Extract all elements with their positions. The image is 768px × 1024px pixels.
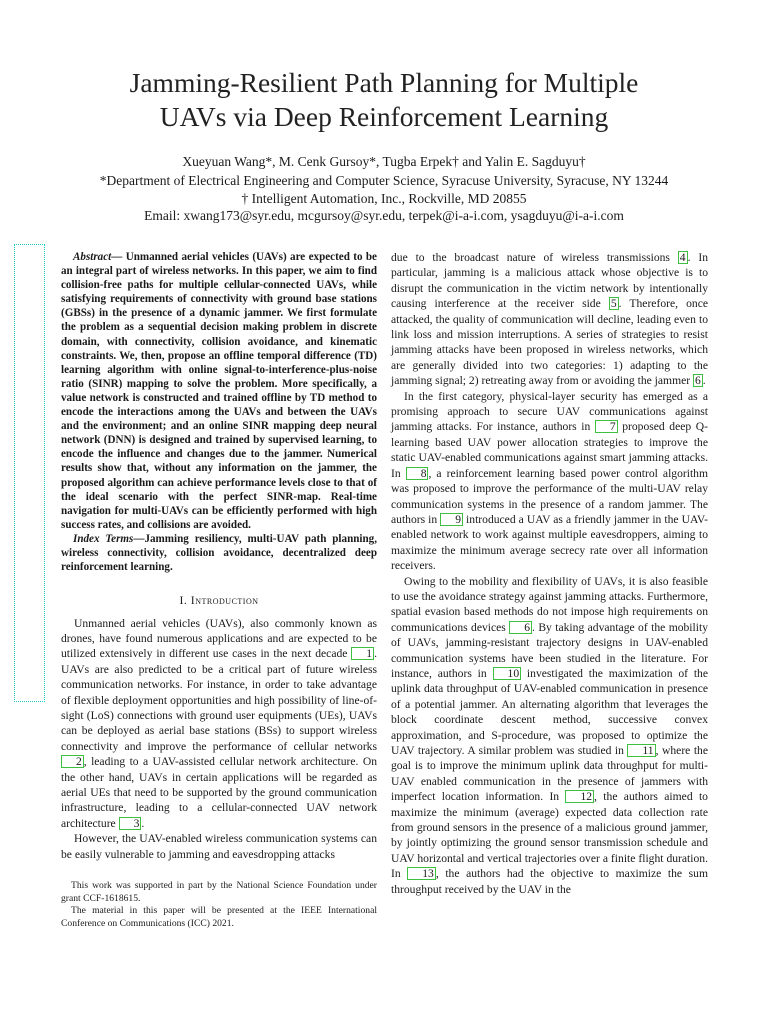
citation-link[interactable]: 6 xyxy=(695,374,701,388)
section-heading-introduction: I. Introduction xyxy=(179,593,259,608)
citation-link[interactable]: 9 xyxy=(440,513,463,526)
citation-link[interactable]: 4 xyxy=(679,251,686,264)
index-terms-text: —Jamming resiliency, multi-UAV path planning, wireless connectivity, collision avoidance, decentralized deep reinforcement learning. xyxy=(61,532,377,574)
affiliation-iai: † Intelligent Automation, Inc., Rockville, MD 20855 xyxy=(241,191,527,206)
arxiv-stamp-box xyxy=(14,244,45,702)
citation-link[interactable]: 5 xyxy=(610,297,617,311)
intro-paragraph: Unmanned aerial vehicles (UAVs), also commonly known as drones, have found numerous applications and are expected to be utilized extensively in different use cases in the next decade 1 . UAVs are also predicted to be a critical part of future wireless communication networks. For instance, in order to take advantage of flexible deployment opportunities and high possibility of line-of-sight (LoS) connections with ground user equipments (UEs), UAVs can be deployed as aerial base stations (BSs) to support wireless connectivity and improve the performance of cellular networks 2 , leading to a UAV-assisted cellular network architecture. On the other hand, UAVs in certain applications will be regarded as aerial UEs that need to be supported by the ground communication infrastructure, leading to a cellular-connected UAV network architecture 3 . xyxy=(61,616,377,830)
citation-link[interactable]: 10 xyxy=(493,667,522,680)
abstract-lead: Abstract— xyxy=(73,251,123,263)
author-list: Xueyuan Wang*, M. Cenk Gursoy*, Tugba Erpek† and Yalin E. Sagduyu† xyxy=(182,154,586,169)
paper-title xyxy=(40,66,728,134)
author-emails: Email: xwang173@syr.edu, mcgursoy@syr.edu, terpek@i-a-i.com, ysagduyu@i-a-i.com xyxy=(144,208,624,223)
intro-paragraph: However, the UAV-enabled wireless communication systems can be easily vulnerable to jamming and eavesdropping attacks xyxy=(61,832,377,861)
abstract-text: Unmanned aerial vehicles (UAVs) are expected to be an integral part of wireless networks. In this paper, we aim to find collision-free paths for multiple cellular-connected UAVs, while satisfying requirements of connectivity with ground base stations (GBSs) in the presence of a dynamic jammer. We first formulate the problem as a sequential decision making problem in discrete domain, with connectivity, collision avoidance, and kinematic constraints. We, then, propose an offline temporal difference (TD) learning algorithm with online signal-to-interference-plus-noise ratio (SINR) mapping to solve the problem. More specifically, a value network is constructed and trained offline by TD method to encode the interactions among the UAVs and between the UAVs and the environment; and an online SINR mapping deep neural network (DNN) is designed and trained by supervised learning, to encode the influence and changes due to the jammer. Numerical results show that, without any information on the jammer, the proposed algorithm can achieve performance levels close to that of the ideal scenario with the perfect SINR-map. Real-time navigation for multi-UAVs can be efficiently performed with high success rates, and collisions are avoided. xyxy=(61,251,377,531)
left-column xyxy=(61,250,377,862)
body-paragraph: due to the broadcast nature of wireless transmissions 4 . In particular, jamming is a malicious attack whose objective is to disrupt the communication in the victim network by intentionally causing interference at the receiver side 5 . Therefore, once attacked, the quality of communication will decline, leading even to link loss and mission interruptions. A series of strategies to resist jamming attacks have been proposed in wireless networks, which are generally divided into two categories: 1) adapting to the jamming signal; 2) retreating away from or avoiding the jammer 6 . xyxy=(391,251,708,388)
citation-link[interactable]: 7 xyxy=(595,420,618,433)
citation-link[interactable]: 12 xyxy=(565,790,594,803)
affiliation-syracuse: *Department of Electrical Engineering and Computer Science, Syracuse University, Syracuse, NY 13244 xyxy=(99,173,669,188)
footnote-conference: The material in this paper will be presented at the IEEE International Conference on Communications (ICC) 2021. xyxy=(61,905,377,929)
right-column xyxy=(391,250,708,897)
footnotes xyxy=(61,880,377,930)
citation-link[interactable]: 1 xyxy=(351,647,374,660)
title-line: Jamming-Resilient Path Planning for Multiple xyxy=(129,67,639,98)
citation-link[interactable]: 8 xyxy=(406,467,429,480)
citation-link[interactable]: 2 xyxy=(61,755,84,768)
footnote-funding: This work was supported in part by the National Science Foundation under grant CCF-1618615. xyxy=(61,880,377,904)
citation-link[interactable]: 6 xyxy=(509,621,532,634)
body-paragraph: In the first category, physical-layer security has emerged as a promising approach to secure UAV communications against jamming attacks. For instance, authors in 7 proposed deep Q-learning based UAV power allocation strategies to improve the static UAV-enabled communications against smart jamming attacks. In 8 , a reinforcement learning based power control algorithm was proposed to improve the performance of the multi-UAV relay communication systems in the presence of a random jammer. The authors in 9 introduced a UAV as a friendly jammer in the UAV-enabled network to work against multiple eavesdroppers, aiming to maximize the minimum average secrecy rate over all information receivers. xyxy=(391,389,708,573)
citation-link[interactable]: 3 xyxy=(119,817,142,830)
citation-link[interactable]: 11 xyxy=(627,744,655,757)
abstract xyxy=(61,250,377,574)
body-paragraph: Owing to the mobility and flexibility of UAVs, it is also feasible to use the avoidance strategy against jamming attacks. Furthermore, spatial evasion based methods do not impose high requirements on communications devices 6 . By taking advantage of the mobility of UAVs, jamming-resistant trajectory designs in UAV-enabled communication systems have been studied in the literature. For instance, authors in 10 investigated the maximization of the uplink data throughput of UAV-enabled communication in presence of a potential jammer. An alternating algorithm that leverages the block coordinate descent method, successive convex approximation, and S-procedure, was proposed to optimize the UAV trajectory. A similar problem was studied in 11 , where the goal is to improve the minimum uplink data throughput for multi-UAV enabled communication in the presence of jammers with imperfect location information. In 12 , the authors aimed to maximize the minimum (average) expected data collection rate from ground sensors in the presence of a malicious ground jammer, by jointly optimizing the ground sensor transmission schedule and UAV horizontal and vertical trajectories over a finite flight duration. In 13 , the authors had the objective to maximize the sum throughput received by the UAV in the xyxy=(391,574,708,896)
citation-link[interactable]: 13 xyxy=(407,867,436,880)
title-line: UAVs via Deep Reinforcement Learning xyxy=(159,101,609,132)
index-terms-lead: Index Terms xyxy=(73,532,134,545)
